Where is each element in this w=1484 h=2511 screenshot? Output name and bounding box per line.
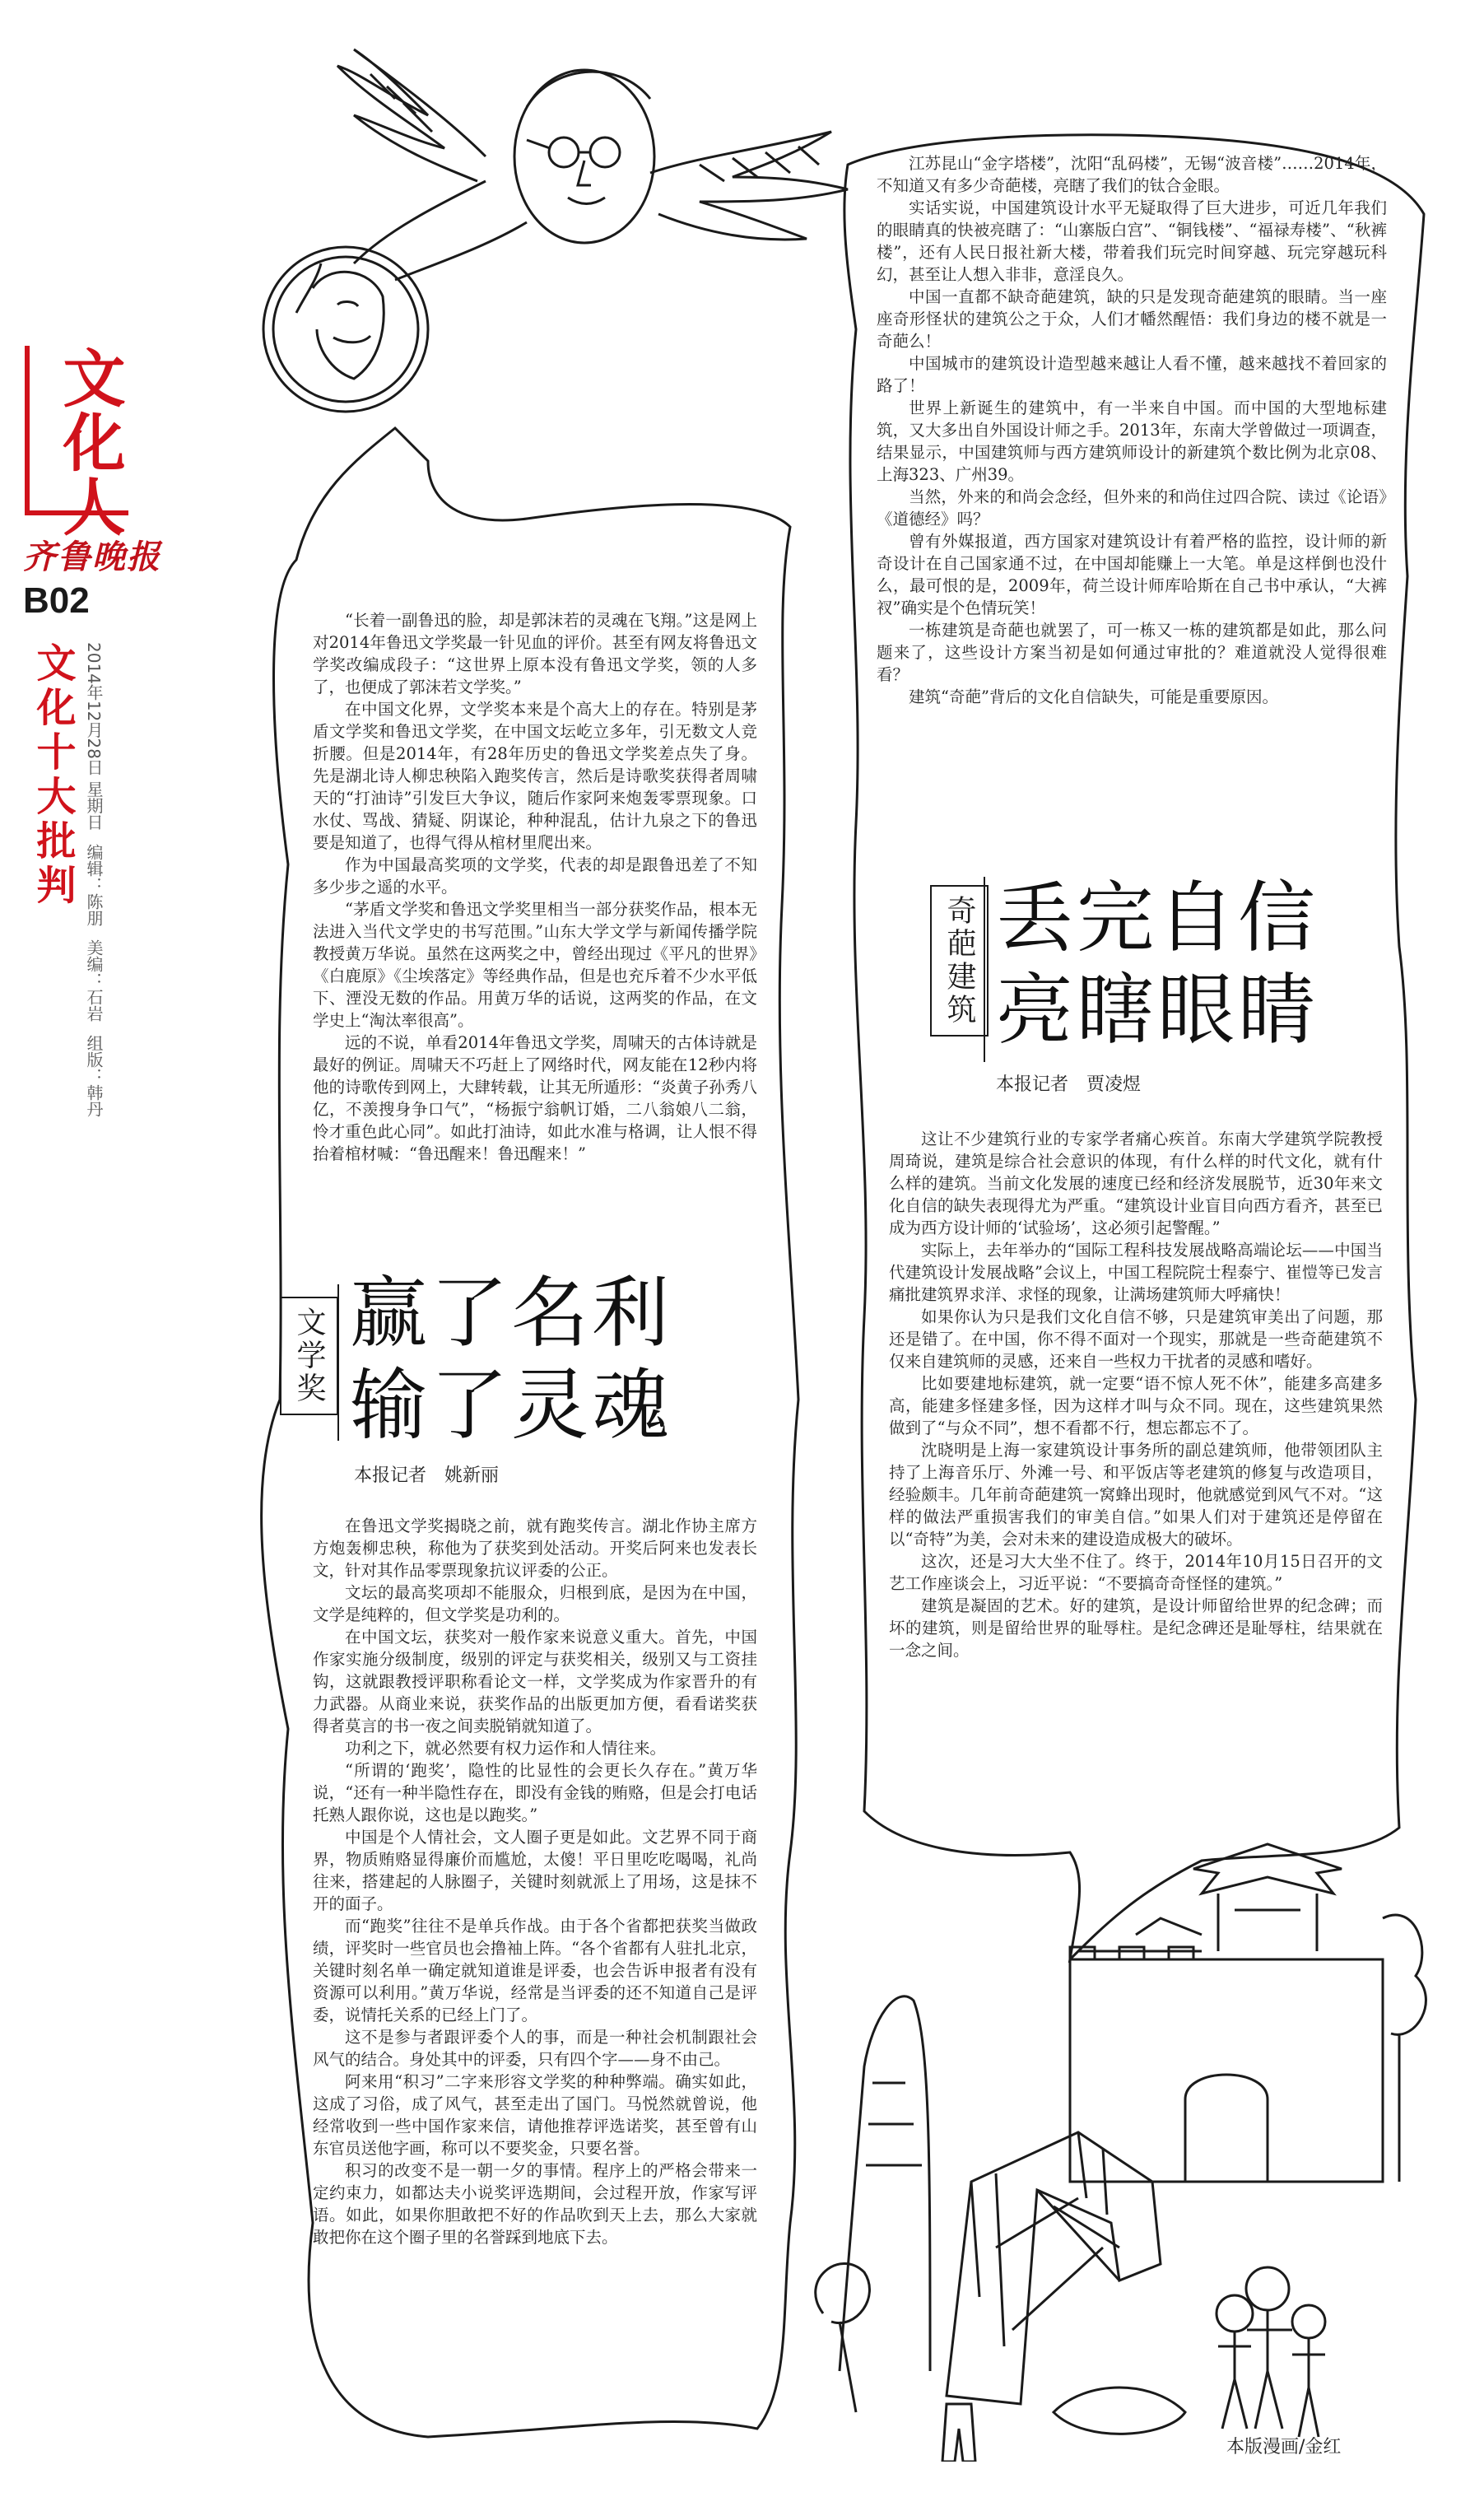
article2-paragraph: 建筑是凝固的艺术。好的建筑，是设计师留给世界的纪念碑；而坏的建筑，则是留给世界的耻辱柱。是纪念碑还是耻辱柱，结果就在一念之间。	[889, 1596, 1383, 1660]
article1-paragraph: 中国是个人情社会，文人圈子更是如此。文艺界不同于商界，物质贿赂显得廉价而尴尬，太傻！平日里吃吃喝喝，礼尚往来，搭建起的人脉圈子，关键时刻就派上了用场，这是抹不开的面子。	[313, 1828, 757, 1913]
article2-paragraph: 中国城市的建筑设计造型越来越让人看不懂，越来越找不着回家的路了！	[877, 354, 1387, 395]
article2-body-bottom	[889, 1128, 1383, 1661]
editor-credit: 编辑：陈朋	[84, 843, 104, 926]
illustration-credit: 本版漫画/金红	[1226, 2437, 1342, 2457]
article2-paragraph: 比如要建地标建筑，就一定要“语不惊人死不休”，能建多高建多高，能建多怪建多怪，因为这样才叫与众不同。现在，这些建筑果然做到了“与众不同”，想不看都不行，想忘都忘不了。	[889, 1374, 1383, 1437]
article1-paragraph: 在鲁迅文学奖揭晓之前，就有跑奖传言。湖北作协主席方方炮轰柳忠秧，称他为了获奖到处活动。开奖后阿来也发表长文，针对其作品零票现象抗议评委的公正。	[313, 1516, 757, 1580]
issue-date: 2014年12月28日 星期日	[84, 642, 104, 831]
proofreader-credit: 组版：韩丹	[84, 1035, 104, 1118]
article2-body-top	[877, 152, 1387, 708]
article2-headline	[996, 873, 1319, 1057]
article1-headline-rule	[337, 1284, 339, 1441]
article2-paragraph: 中国一直都不缺奇葩建筑，缺的只是发现奇葩建筑的眼睛。当一座座奇形怪状的建筑公之于众，人们才幡然醒悟：我们身边的楼不就是一奇葩么！	[877, 287, 1387, 351]
article2-paragraph: 如果你认为只是我们文化自信不够，只是建筑审美出了问题，那还是错了。在中国，你不得不面对一个现实，那就是一些奇葩建筑不仅来自建筑师的灵感，还来自一些权力干扰者的灵感和嗜好。	[889, 1307, 1383, 1371]
article1-paragraph: “茅盾文学奖和鲁迅文学奖里相当一部分获奖作品，根本无法进入当代文学史的书写范围。”山东大学文学与新闻传播学院教授黄万华说。虽然在这两奖之中，曾经出现过《平凡的世界》《白鹿原》《尘埃落定》等经典作品，但是也充斥着不少水平低下、湮没无数的作品。用黄万华的话说，这两奖的作品，在文学史上“淘汰率很高”。	[313, 900, 757, 1030]
article2-paragraph: 实话实说，中国建筑设计水平无疑取得了巨大进步，可近几年我们的眼睛真的快被亮瞎了：“山寨版白宫”、“铜钱楼”、“福禄寿楼”、“秋裤楼”，还有人民日报社新大楼，带着我们玩完时间穿越、玩完穿越玩科幻，甚至让人想入非非，意淫良久。	[877, 198, 1387, 284]
article1-paragraph: 阿来用“积习”二字来形容文学奖的种种弊端。确实如此，这成了习俗，成了风气，甚至走出了国门。马悦然就曾说，他经常收到一些中国作家来信，请他推荐评选诺奖，甚至曾有山东官员送他字画，称可以不要奖金，只要名誉。	[313, 2072, 757, 2158]
article1-paragraph: 远的不说，单看2014年鲁迅文学奖，周啸天的古体诗就是最好的例证。周啸天不巧赶上了网络时代，网友能在12秒内将他的诗歌传到网上，大肆转载，让其无所遁形：“炎黄子孙秀八亿，不羡搜身争口气”，“杨振宁翁帆订婚，二八翁娘八二翁，怜才重色此心同”。如此打油诗，如此水准与格调，让人恨不得抬着棺材喊：“鲁迅醒来！鲁迅醒来！”	[313, 1033, 757, 1163]
article2-category-tag: 奇葩建筑	[930, 885, 989, 1037]
article1-category-tag: 文学奖	[280, 1297, 338, 1415]
article2-headline-line2: 亮瞎眼睛	[996, 966, 1319, 1055]
article1-paragraph: 功利之下，就必然要有权力运作和人情往来。	[345, 1739, 667, 1758]
buildings-cartoon-illustration	[807, 1836, 1432, 2462]
page-number: B02	[23, 580, 90, 621]
article1-paragraph: “长着一副鲁迅的脸，却是郭沫若的灵魂在飞翔。”这是网上对2014年鲁迅文学奖最一针见血的评价。甚至有网友将鲁迅文学奖改编成段子：“这世界上原本没有鲁迅文学奖，领的人多了，也便成了郭沫若文学奖。”	[313, 611, 757, 696]
winged-writer-illustration	[239, 16, 864, 428]
article1-paragraph: 这不是参与者跟评委个人的事，而是一种社会机制跟社会风气的结合。身处其中的评委，只有四个字——身不由己。	[313, 2028, 757, 2069]
article1-headline-line2: 输了灵魂	[350, 1361, 673, 1451]
article1-paragraph: 作为中国最高奖项的文学奖，代表的却是跟鲁迅差了不知多少步之遥的水平。	[313, 855, 757, 897]
article1-paragraph: 积习的改变不是一朝一夕的事情。程序上的严格会带来一定约束力，如都达夫小说奖评选期间，会过程开放，作家写评语。如此，如果你胆敢把不好的作品吹到天上去，那么大家就敢把你在这个圈子里的名誉踩到地底下去。	[313, 2161, 757, 2247]
article2-paragraph: 曾有外媒报道，西方国家对建筑设计有着严格的监控，设计师的新奇设计在自己国家通不过，在中国却能赚上一大笔。单是这样倒也没什么，最可恨的是，2009年，荷兰设计师库哈斯在自己书中承认，“大裤衩”确实是个色情玩笑！	[877, 532, 1387, 617]
article2-paragraph: 当然，外来的和尚会念经，但外来的和尚住过四合院、读过《论语》《道德经》吗？	[877, 487, 1387, 529]
article1-paragraph: 在中国文化界，文学奖本来是个高大上的存在。特别是茅盾文学奖和鲁迅文学奖，在中国文坛屹立多年，引无数文人竞折腰。但是2014年，有28年历史的鲁迅文学奖差点失了身。先是湖北诗人柳忠秧陷入跑奖传言，然后是诗歌奖获得者周啸天的“打油诗”引发巨大争议，随后作家阿来炮轰零票现象。口水仗、骂战、猜疑、阴谋论，种种混乱，估计九泉之下的鲁迅要是知道了，也得气得从棺材里爬出来。	[313, 700, 757, 852]
article1-body-top	[313, 609, 757, 1165]
article2-paragraph: 一栋建筑是奇葩也就罢了，可一栋又一栋的建筑都是如此，那么问题来了，这些设计方案当初是如何通过审批的？难道就没人觉得很难看？	[877, 621, 1387, 684]
article1-paragraph: “所谓的‘跑奖’，隐性的比显性的会更长久存在。”黄万华说，“还有一种半隐性存在，即没有金钱的贿赂，但是会打电话托熟人跟你说，这也是以跑奖。”	[313, 1761, 757, 1824]
article2-headline-rule	[984, 877, 985, 1062]
article1-paragraph: 而“跑奖”往往不是单兵作战。由于各个省都把获奖当做政绩，评奖时一些官员也会撸袖上阵。“各个省都有人驻扎北京，关键时刻名单一确定就知道谁是评委，也会告诉申报者有没有资源可以利用。”黄万华说，经常是当评委的还不知道自己是评委，说情托关系的已经上门了。	[313, 1917, 757, 2024]
article2-byline: 本报记者 贾凌煜	[996, 1074, 1142, 1095]
article1-paragraph: 在中国文坛，获奖对一般作家来说意义重大。首先，中国作家实施分级制度，级别的评定与获奖相关，级别又与工资挂钩，这就跟教授评职称看论文一样，文学奖成为作家晋升的有力武器。从商业来说，获奖作品的出版更加方便，看看诺奖获得者莫言的书一夜之间卖脱销就知道了。	[313, 1628, 757, 1735]
article1-headline-line1: 赢了名利	[350, 1269, 673, 1358]
article2-paragraph: 建筑“奇葩”背后的文化自信缺失，可能是重要原因。	[909, 687, 1278, 706]
article1-body-bottom	[313, 1515, 757, 2248]
masthead-title: 文化人	[53, 346, 126, 538]
newspaper-brand: 齐鲁晚报	[23, 538, 161, 576]
article1-byline: 本报记者 姚新丽	[354, 1465, 500, 1486]
article2-headline-line1: 丢完自信	[996, 873, 1319, 963]
article2-paragraph: 世界上新诞生的建筑中，有一半来自中国。而中国的大型地标建筑，又大多出自外国设计师之手。2013年，东南大学曾做过一项调查，结果显示，中国建筑师与西方建筑师设计的新建筑个数比例为北京08、上海323、广州39。	[877, 398, 1387, 484]
article1-paragraph: 文坛的最高奖项却不能服众，归根到底，是因为在中国，文学是纯粹的，但文学奖是功利的。	[313, 1583, 757, 1624]
section-title: 文化十大批判	[30, 642, 76, 909]
designer-credit: 美编：石岩	[84, 939, 104, 1022]
article2-paragraph: 沈晓明是上海一家建筑设计事务所的副总建筑师，他带领团队主持了上海音乐厅、外滩一号、和平饭店等老建筑的修复与改造项目，经验颇丰。几年前奇葩建筑一窝蜂出现时，他就感觉到风气不对。“这样的做法严重损害我们的审美自信。”如果人们对于建筑还是停留在以“奇特”为美，会对未来的建设造成极大的破坏。	[889, 1441, 1383, 1549]
article1-headline	[350, 1268, 672, 1452]
article2-paragraph: 这让不少建筑行业的专家学者痛心疾首。东南大学建筑学院教授周琦说，建筑是综合社会意识的体现，有什么样的时代文化，就有什么样的建筑。当前文化发展的速度已经和经济发展脱节，近30年来文化自信的缺失表现得尤为严重。“建筑设计业盲目向西方看齐，甚至已成为西方设计师的‘试验场’，这必须引起警醒。”	[889, 1130, 1383, 1237]
article2-paragraph: 实际上，去年举办的“国际工程科技发展战略高端论坛——中国当代建筑设计发展战略”会议上，中国工程院院士程泰宁、崔愷等已发言痛批建筑界求洋、求怪的现象，让满场建筑师大呼痛快！	[889, 1241, 1383, 1304]
article2-paragraph: 江苏昆山“金字塔楼”，沈阳“乱码楼”，无锡“波音楼”……2014年，不知道又有多少奇葩楼，亮瞎了我们的钛合金眼。	[877, 154, 1387, 195]
article2-paragraph: 这次，还是习大大坐不住了。终于，2014年10月15日召开的文艺工作座谈会上，习近平说：“不要搞奇奇怪怪的建筑。”	[889, 1552, 1383, 1593]
